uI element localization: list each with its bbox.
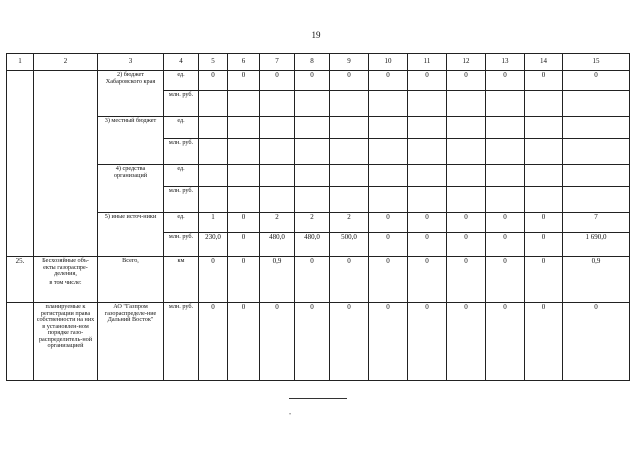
col-header-15: 15	[563, 54, 630, 71]
col-header-4: 4	[164, 54, 199, 71]
value-cell	[563, 187, 630, 213]
table-row	[7, 213, 630, 233]
value-cell: 0	[408, 257, 447, 303]
value-cell	[525, 91, 563, 117]
value-cell	[369, 91, 408, 117]
value-cell	[408, 187, 447, 213]
unit-cell: млн. руб.	[164, 91, 199, 117]
value-cell	[369, 139, 408, 165]
value-cell	[228, 91, 260, 117]
col-header-6: 6	[228, 54, 260, 71]
value-cell: 0	[525, 257, 563, 303]
row-name-cell	[34, 71, 98, 257]
col-header-1: 1	[7, 54, 34, 71]
value-cell: 0	[447, 233, 486, 257]
page-number: 19	[311, 30, 321, 40]
unit-cell: ед.	[164, 71, 199, 91]
value-cell	[295, 139, 330, 165]
value-cell	[408, 165, 447, 187]
value-cell: 0	[228, 213, 260, 233]
value-cell	[563, 91, 630, 117]
value-cell: 0	[486, 233, 525, 257]
value-cell	[525, 187, 563, 213]
value-cell: 0	[295, 303, 330, 381]
unit-cell: км	[164, 257, 199, 303]
value-cell	[199, 165, 228, 187]
value-cell: 0	[486, 257, 525, 303]
unit-cell: ед.	[164, 213, 199, 233]
table-row	[7, 71, 630, 91]
value-cell	[486, 91, 525, 117]
col-header-9: 9	[330, 54, 369, 71]
value-cell: 0	[369, 71, 408, 91]
value-cell: 0	[199, 257, 228, 303]
value-cell: 1	[199, 213, 228, 233]
value-cell	[369, 117, 408, 139]
value-cell: 0	[447, 213, 486, 233]
value-cell	[369, 187, 408, 213]
source-cell: 5) иные источ-ники	[98, 213, 164, 257]
scan-speck: •	[289, 412, 292, 418]
footer-rule	[289, 398, 347, 399]
value-cell	[525, 117, 563, 139]
col-header-3: 3	[98, 54, 164, 71]
value-cell: 0	[228, 257, 260, 303]
value-cell: 0	[295, 71, 330, 91]
value-cell: 230,0	[199, 233, 228, 257]
value-cell	[260, 139, 295, 165]
value-cell: 0	[369, 257, 408, 303]
table-row	[7, 117, 630, 139]
value-cell: 0	[447, 71, 486, 91]
value-cell: 0	[525, 213, 563, 233]
value-cell	[199, 91, 228, 117]
value-cell: 2	[330, 213, 369, 233]
source-cell: 4) средства организаций	[98, 165, 164, 213]
table-row	[7, 165, 630, 187]
value-cell: 0	[563, 303, 630, 381]
col-header-12: 12	[447, 54, 486, 71]
value-cell: 0	[408, 303, 447, 381]
value-cell: 0,9	[260, 257, 295, 303]
value-cell: 2	[295, 213, 330, 233]
value-cell	[563, 165, 630, 187]
value-cell	[447, 187, 486, 213]
table-row	[7, 257, 630, 303]
col-header-10: 10	[369, 54, 408, 71]
value-cell: 0	[525, 233, 563, 257]
value-cell	[369, 165, 408, 187]
value-cell	[199, 187, 228, 213]
source-cell: 3) местный бюджет	[98, 117, 164, 165]
column-number-row	[7, 54, 630, 71]
value-cell	[447, 165, 486, 187]
unit-cell: млн. руб.	[164, 303, 199, 381]
value-cell	[199, 139, 228, 165]
value-cell: 0	[228, 303, 260, 381]
value-cell: 480,0	[260, 233, 295, 257]
row-name-cell	[34, 257, 98, 303]
source-cell: Всего,	[98, 257, 164, 303]
col-header-11: 11	[408, 54, 447, 71]
col-header-5: 5	[199, 54, 228, 71]
value-cell	[228, 117, 260, 139]
value-cell	[486, 117, 525, 139]
value-cell	[408, 139, 447, 165]
value-cell: 0	[199, 71, 228, 91]
value-cell: 0	[447, 303, 486, 381]
value-cell: 0	[563, 71, 630, 91]
value-cell: 0	[369, 213, 408, 233]
value-cell: 0	[408, 213, 447, 233]
value-cell	[330, 187, 369, 213]
value-cell	[228, 165, 260, 187]
unit-cell: млн. руб.	[164, 187, 199, 213]
value-cell	[295, 117, 330, 139]
value-cell	[260, 165, 295, 187]
value-cell	[330, 165, 369, 187]
value-cell: 0,9	[563, 257, 630, 303]
value-cell: 0	[486, 71, 525, 91]
value-cell: 0	[369, 233, 408, 257]
source-cell: 2) бюджет Хабаровского края	[98, 71, 164, 117]
row-name: Бесхозяйные объ-екты газораспре-деления,	[42, 257, 89, 277]
value-cell: 0	[228, 233, 260, 257]
value-cell	[295, 187, 330, 213]
value-cell	[260, 187, 295, 213]
value-cell	[447, 139, 486, 165]
unit-cell: ед.	[164, 165, 199, 187]
row-number-cell: 25.	[7, 257, 34, 303]
source-cell: АО "Газпром газораспределе-ние Дальний Восток"	[98, 303, 164, 381]
value-cell	[260, 91, 295, 117]
value-cell	[486, 187, 525, 213]
value-cell	[486, 165, 525, 187]
row-number-cell	[7, 71, 34, 257]
value-cell: 1 690,0	[563, 233, 630, 257]
value-cell: 0	[408, 71, 447, 91]
value-cell	[563, 117, 630, 139]
value-cell: 0	[295, 257, 330, 303]
value-cell: 0	[486, 303, 525, 381]
value-cell	[295, 165, 330, 187]
col-header-13: 13	[486, 54, 525, 71]
row-name-cell: планируемые к регистрации права собственности на них в установлен-ном порядке газо-распределитель-ной организацией	[34, 303, 98, 381]
value-cell: 7	[563, 213, 630, 233]
col-header-8: 8	[295, 54, 330, 71]
unit-cell: млн. руб.	[164, 233, 199, 257]
col-header-14: 14	[525, 54, 563, 71]
value-cell	[486, 139, 525, 165]
value-cell: 0	[447, 257, 486, 303]
value-cell	[563, 139, 630, 165]
value-cell	[447, 117, 486, 139]
value-cell	[295, 91, 330, 117]
value-cell	[330, 139, 369, 165]
value-cell: 0	[525, 71, 563, 91]
unit-cell: ед.	[164, 117, 199, 139]
value-cell: 480,0	[295, 233, 330, 257]
value-cell: 0	[486, 213, 525, 233]
value-cell: 500,0	[330, 233, 369, 257]
value-cell: 0	[330, 71, 369, 91]
value-cell	[408, 91, 447, 117]
value-cell	[408, 117, 447, 139]
value-cell	[260, 117, 295, 139]
value-cell: 0	[525, 303, 563, 381]
value-cell: 0	[369, 303, 408, 381]
value-cell: 2	[260, 213, 295, 233]
value-cell	[228, 187, 260, 213]
value-cell	[447, 91, 486, 117]
program-table	[6, 53, 630, 381]
value-cell: 0	[228, 71, 260, 91]
value-cell: 0	[408, 233, 447, 257]
unit-cell: млн. руб.	[164, 139, 199, 165]
col-header-7: 7	[260, 54, 295, 71]
value-cell: 0	[260, 71, 295, 91]
value-cell: 0	[330, 303, 369, 381]
value-cell	[525, 139, 563, 165]
value-cell	[228, 139, 260, 165]
value-cell	[199, 117, 228, 139]
value-cell: 0	[199, 303, 228, 381]
row-number-cell	[7, 303, 34, 381]
value-cell: 0	[330, 257, 369, 303]
col-header-2: 2	[34, 54, 98, 71]
value-cell	[525, 165, 563, 187]
value-cell	[330, 117, 369, 139]
table-row	[7, 303, 630, 381]
value-cell	[330, 91, 369, 117]
value-cell: 0	[260, 303, 295, 381]
row-name-sub: в том числе:	[49, 278, 82, 286]
